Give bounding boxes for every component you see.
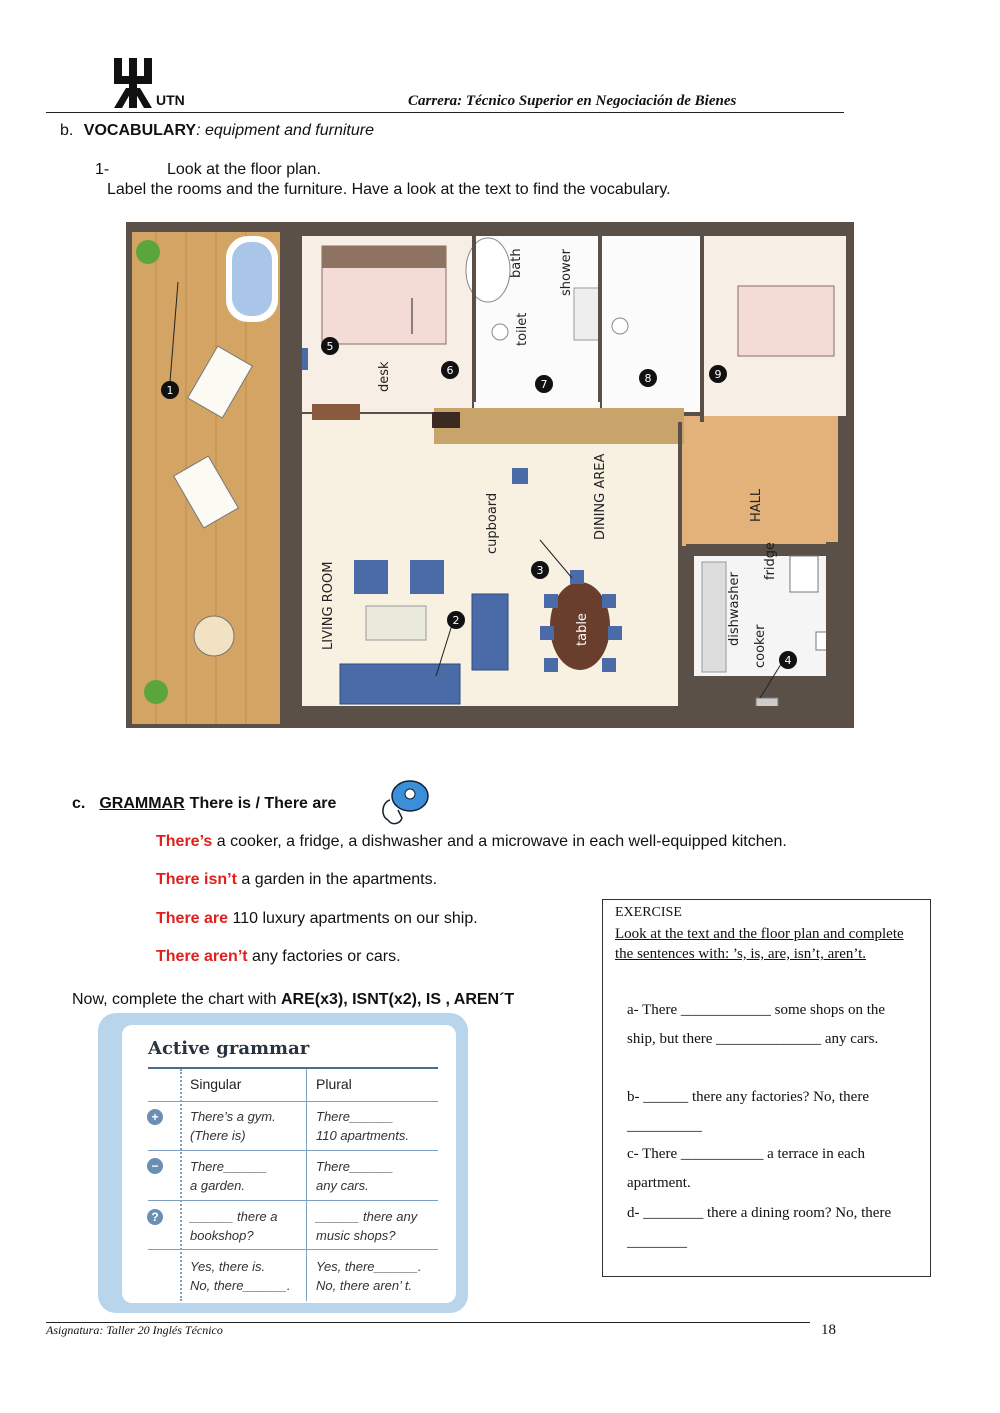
cupboard xyxy=(434,408,684,444)
sofa xyxy=(472,594,508,670)
cell-line: ______ there a xyxy=(190,1209,278,1224)
cell-line: bookshop? xyxy=(190,1228,254,1243)
grammar-rule xyxy=(148,1067,438,1069)
grammar-cell xyxy=(190,1257,290,1295)
plan-number-9: 9 xyxy=(714,368,722,381)
example-highlight: There aren’t xyxy=(156,948,248,965)
cell-line: (There is) xyxy=(190,1128,246,1143)
column-plural: Plural xyxy=(316,1076,352,1092)
plan-number-1: 1 xyxy=(166,384,174,397)
logo-text: UTN xyxy=(156,92,185,108)
grammar-cell xyxy=(190,1157,267,1195)
example-sentence-1 xyxy=(156,833,787,851)
grammar-cell xyxy=(316,1157,393,1195)
label-bath: bath xyxy=(509,248,524,278)
active-grammar-title: Active grammar xyxy=(148,1038,310,1059)
cell-line: There______ xyxy=(316,1109,394,1124)
cell-line: There______ xyxy=(190,1159,268,1174)
label-cooker: cooker xyxy=(753,624,768,668)
grammar-rule xyxy=(148,1200,438,1201)
example-rest: 110 luxury apartments on our ship. xyxy=(228,910,478,927)
section-c-letter: c. xyxy=(72,795,86,812)
label-shower: shower xyxy=(559,249,574,296)
cell-line: No, there______. xyxy=(190,1278,291,1293)
armchair xyxy=(410,560,444,594)
grammar-rule xyxy=(148,1249,438,1250)
footer-subject: Asignatura: Taller 20 Inglés Técnico xyxy=(46,1323,223,1337)
cell-line: There’s a gym. xyxy=(190,1109,276,1124)
grammar-column-divider xyxy=(306,1069,307,1301)
grammar-topic: There is / There are xyxy=(189,795,337,812)
grammar-cell xyxy=(190,1207,277,1245)
coffee-table xyxy=(366,606,426,640)
label-dishwasher: dishwasher xyxy=(727,572,742,646)
example-sentence-4 xyxy=(156,948,401,966)
label-instruction: Label the rooms and the furniture. Have a look at the text to find the vocabulary. xyxy=(107,181,671,198)
cell-line: Yes, there is. xyxy=(190,1259,266,1274)
plant-icon xyxy=(144,680,168,704)
label-living-room: LIVING ROOM xyxy=(321,561,336,650)
example-rest: a cooker, a fridge, a dishwasher and a microwave in each well-equipped kitchen. xyxy=(212,833,787,850)
page-number: 18 xyxy=(821,1322,836,1338)
plan-number-6: 6 xyxy=(446,364,454,377)
section-b-subtitle: : equipment and furniture xyxy=(196,122,374,139)
step-number: 1- xyxy=(95,161,110,178)
exercise-instruction: Look at the text and the floor plan and complete the sentences with: ’s, is, are, isn’t, aren’t. xyxy=(615,926,904,962)
fridge xyxy=(790,556,818,592)
cell-line: ______ there any xyxy=(316,1209,418,1224)
exercise-item-d[interactable]: d- ________ there a dining room? No, there ________ xyxy=(627,1205,892,1250)
example-highlight: There’s xyxy=(156,833,213,850)
exercise-item-a[interactable]: a- There ____________ some shops on the ship, but there ______________ any cars. xyxy=(627,1002,886,1047)
chart-instruction xyxy=(72,991,514,1009)
plan-number-3: 3 xyxy=(536,564,544,577)
plan-number-5: 5 xyxy=(326,340,334,353)
example-sentence-2 xyxy=(156,871,437,889)
plant-icon xyxy=(136,240,160,264)
round-table xyxy=(194,616,234,656)
label-fridge: fridge xyxy=(763,541,778,580)
step-text: Look at the floor plan. xyxy=(167,161,321,178)
armchair xyxy=(354,560,388,594)
exercise-item-b[interactable]: b- ______ there any factories? No, there __________ xyxy=(627,1089,869,1134)
floor-plan xyxy=(126,222,854,728)
header-divider xyxy=(46,112,844,113)
grammar-dotted-divider xyxy=(180,1069,182,1301)
grammar-rule xyxy=(148,1150,438,1151)
plan-number-2: 2 xyxy=(452,614,460,627)
bed xyxy=(738,286,834,356)
step-1 xyxy=(95,161,321,179)
kitchen-counter xyxy=(702,562,726,672)
plan-number-8: 8 xyxy=(644,372,652,385)
example-sentence-3 xyxy=(156,910,478,928)
exercise-item-c[interactable]: c- There ___________ a terrace in each apartment. xyxy=(627,1146,865,1191)
thinking-head-icon xyxy=(376,776,432,828)
toilet xyxy=(612,318,628,334)
grammar-rule xyxy=(148,1101,438,1102)
grammar-cell xyxy=(316,1207,417,1245)
section-c-heading xyxy=(72,795,336,813)
section-b-heading xyxy=(60,122,374,140)
label-table: table xyxy=(575,613,590,646)
column-singular: Singular xyxy=(190,1076,242,1092)
cell-line: 110 apartments. xyxy=(316,1128,409,1143)
sofa xyxy=(340,664,460,704)
grammar-cell xyxy=(316,1107,409,1145)
cell-line: a garden. xyxy=(190,1178,245,1193)
minus-icon: − xyxy=(147,1158,163,1174)
section-b-title: VOCABULARY xyxy=(83,122,197,139)
example-highlight: There are xyxy=(156,910,229,927)
plan-number-7: 7 xyxy=(540,378,548,391)
cell-line: No, there aren’ t. xyxy=(316,1278,413,1293)
label-cupboard: cupboard xyxy=(485,492,500,554)
plan-number-4: 4 xyxy=(784,654,792,667)
label-toilet: toilet xyxy=(515,312,530,346)
plus-icon: + xyxy=(147,1109,163,1125)
label-desk: desk xyxy=(377,361,392,392)
exercise-title: EXERCISE xyxy=(615,905,682,920)
utn-logo-icon xyxy=(114,58,152,108)
question-icon: ? xyxy=(147,1209,163,1225)
label-hall: HALL xyxy=(749,488,764,522)
cell-line: There______ xyxy=(316,1159,394,1174)
grammar-label: GRAMMAR xyxy=(99,795,185,812)
cell-line: any cars. xyxy=(316,1178,369,1193)
toilet xyxy=(492,324,508,340)
chart-instruction-text: Now, complete the chart with xyxy=(72,991,281,1008)
desk xyxy=(312,404,360,420)
chart-words: ARE(x3), ISNT(x2), IS , AREN´T xyxy=(280,991,515,1008)
section-b-letter: b. xyxy=(60,122,74,139)
basin xyxy=(574,288,600,340)
label-dining-area: DINING AREA xyxy=(593,453,608,540)
grammar-cell xyxy=(190,1107,276,1145)
career-title: Carrera: Técnico Superior en Negociación de Bienes xyxy=(408,93,737,109)
example-highlight: There isn’t xyxy=(156,871,237,888)
grammar-cell xyxy=(316,1257,422,1295)
example-rest: a garden in the apartments. xyxy=(236,871,438,888)
cell-line: Yes, there______. xyxy=(316,1259,422,1274)
cell-line: music shops? xyxy=(316,1228,396,1243)
example-rest: any factories or cars. xyxy=(247,948,401,965)
